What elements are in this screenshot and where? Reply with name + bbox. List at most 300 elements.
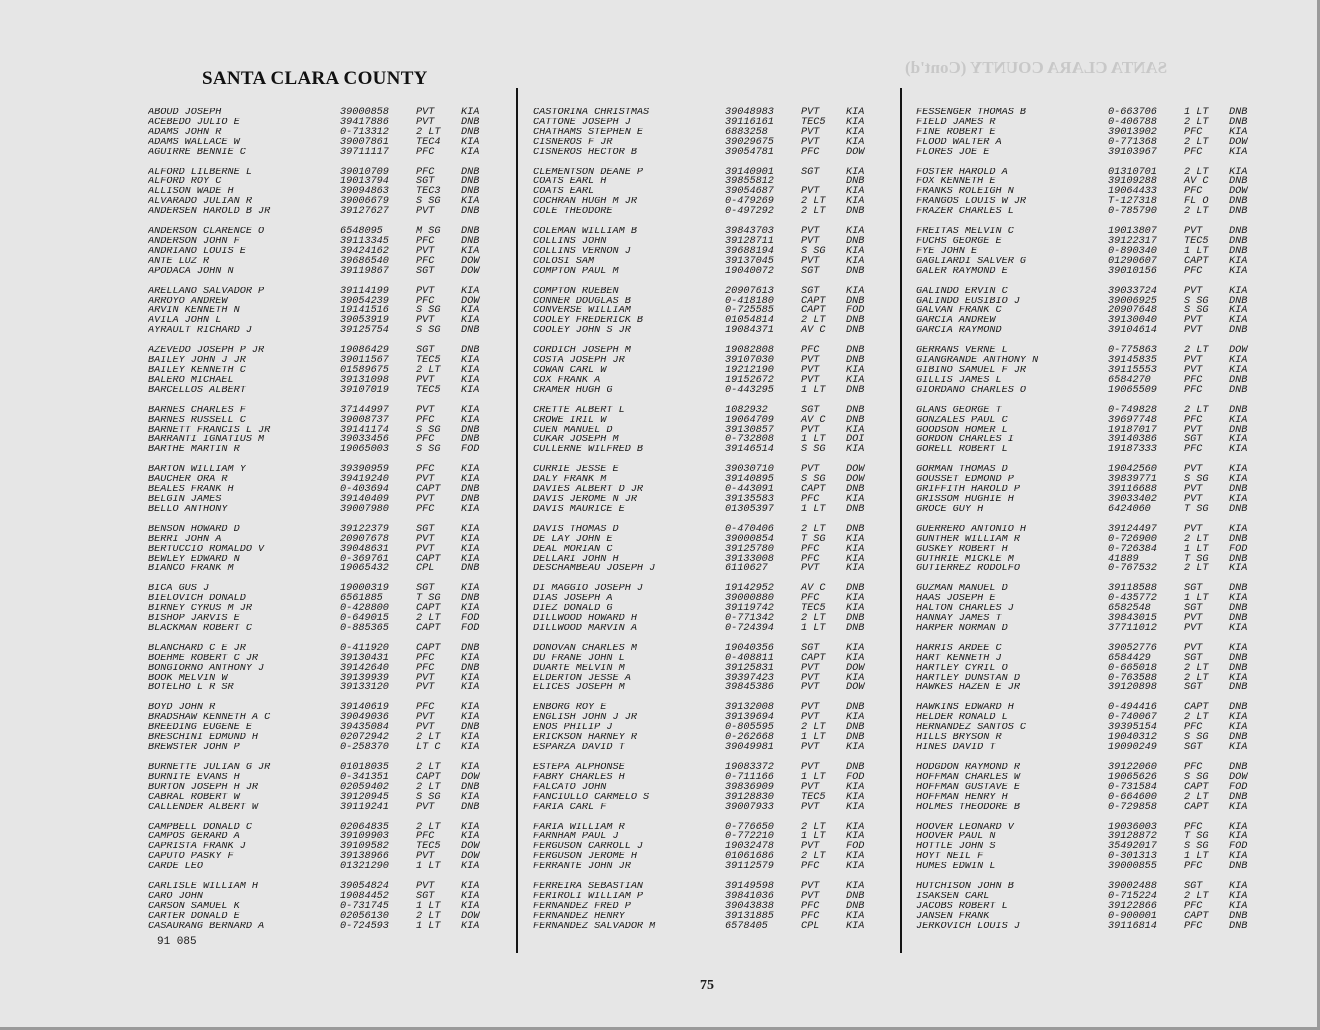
name: ESPARZA DAVID T	[533, 743, 625, 753]
name: FARIA WILLIAM R	[533, 822, 625, 833]
rank: PFC	[416, 434, 435, 446]
serial-number: 0-369761	[340, 553, 389, 565]
serial-number: 01061686	[725, 851, 774, 863]
rank: PVT	[801, 742, 820, 754]
name: FERNANDEZ HENRY	[533, 911, 625, 922]
rank: PFC	[801, 910, 820, 922]
status: DNB	[1229, 325, 1248, 337]
roster-row	[148, 683, 503, 693]
status: KIA	[1229, 900, 1248, 912]
serial-number: 19083372	[725, 762, 774, 774]
status: DNB	[1229, 702, 1248, 714]
rank: 1 LT	[801, 503, 826, 515]
roster-group	[916, 168, 1271, 217]
roster-row	[148, 902, 503, 912]
status: FOD	[461, 444, 480, 456]
roster-row	[533, 713, 888, 723]
status: KIA	[846, 801, 865, 813]
roster-row	[533, 555, 888, 565]
status: DOW	[1229, 771, 1248, 783]
name: FERREIRA SEBASTIAN	[533, 882, 644, 892]
status: KIA	[846, 821, 865, 833]
status: KIA	[461, 672, 480, 684]
status: KIA	[1229, 851, 1248, 863]
roster-row	[533, 465, 888, 475]
serial-number: 6548095	[340, 226, 383, 238]
serial-number: 0-408811	[725, 652, 774, 664]
serial-number: 19142952	[725, 583, 774, 595]
serial-number: 02059402	[340, 781, 389, 793]
roster-row	[148, 326, 503, 336]
serial-number: 39142640	[340, 662, 389, 674]
roster-group	[148, 346, 503, 395]
roster-row	[148, 435, 503, 445]
name: ALFORD LILBERNE L	[148, 167, 252, 178]
roster-row	[533, 763, 888, 773]
serial-number: 19084452	[340, 891, 389, 902]
serial-number: 0-341351	[340, 771, 389, 783]
roster-row	[533, 386, 888, 396]
roster-row	[533, 247, 888, 257]
status: DNB	[1229, 206, 1248, 218]
rank: SGT	[1184, 603, 1203, 615]
serial-number: 39845386	[725, 682, 774, 694]
rank: PFC	[1184, 384, 1203, 396]
roster-row	[148, 912, 503, 922]
roster-group	[533, 525, 888, 574]
status: DNB	[846, 315, 865, 327]
status: KIA	[461, 315, 480, 327]
status: KIA	[846, 444, 865, 456]
roster-group	[148, 763, 503, 812]
roster-row	[916, 882, 1271, 892]
roster-row	[533, 227, 888, 237]
serial-number: 39140409	[340, 493, 389, 505]
serial-number: 39124497	[1108, 523, 1157, 535]
roster-group	[148, 406, 503, 455]
serial-number: 39130857	[725, 424, 774, 436]
serial-number: 39008737	[340, 414, 389, 426]
roster-row	[148, 674, 503, 684]
status: KIA	[846, 861, 865, 873]
name: ARROYO ANDREW	[148, 296, 228, 307]
rank: PFC	[1184, 265, 1203, 277]
serial-number: 39711117	[340, 146, 389, 158]
rank: PFC	[1184, 900, 1203, 912]
status: DNB	[461, 801, 480, 813]
rank: 2 LT	[1184, 404, 1209, 416]
serial-number: 0-443091	[725, 484, 774, 496]
serial-number: 0-713312	[340, 126, 389, 138]
serial-number: 20907678	[340, 533, 389, 545]
name: BOTELHO L R SR	[148, 683, 234, 694]
status: DOW	[461, 255, 480, 267]
name: ALVARADO JULIAN R	[148, 197, 252, 208]
rank: 2 LT	[1184, 662, 1209, 674]
rank: SGT	[416, 265, 435, 277]
rank: PVT	[801, 891, 820, 902]
roster-row	[148, 297, 503, 307]
roster-row	[916, 823, 1271, 833]
roster-row	[533, 614, 888, 624]
serial-number: 39397423	[725, 672, 774, 684]
status: KIA	[461, 682, 480, 694]
name: HERNANDEZ SANTOS C	[916, 723, 1027, 734]
serial-number: 39138966	[340, 851, 389, 863]
roster-row	[533, 257, 888, 267]
roster-row	[916, 267, 1271, 277]
roster-row	[148, 803, 503, 813]
serial-number: 39119867	[340, 265, 389, 277]
name: ANDERSON CLARENCE O	[148, 227, 265, 237]
rank: PVT	[801, 186, 820, 198]
roster-row	[533, 306, 888, 316]
roster-row	[533, 594, 888, 604]
roster-row	[533, 366, 888, 376]
roster-row	[916, 832, 1271, 842]
roster-row	[533, 416, 888, 426]
rank: AV C	[801, 414, 826, 426]
status: DNB	[846, 722, 865, 734]
rank: PFC	[1184, 722, 1203, 734]
serial-number: 39417886	[340, 116, 389, 128]
roster-row	[148, 535, 503, 545]
name: FLOOD WALTER A	[916, 137, 1002, 148]
serial-number: 39390959	[340, 464, 389, 476]
serial-number: 19040072	[725, 265, 774, 277]
roster-row	[148, 267, 503, 277]
rank: SGT	[801, 285, 820, 297]
serial-number: 0-890340	[1108, 245, 1157, 257]
roster-row	[533, 445, 888, 455]
rank: PFC	[1184, 821, 1203, 833]
name: ARVIN KENNETH N	[148, 306, 240, 317]
name: BONGIORNO ANTHONY J	[148, 663, 265, 674]
name: GUZMAN MANUEL D	[916, 584, 1008, 595]
name: ADAMS WALLACE W	[148, 137, 240, 148]
serial-number: 19032478	[725, 841, 774, 853]
rank: 2 LT	[1184, 891, 1209, 902]
rank: TEC3	[416, 186, 441, 198]
serial-number: 0-749828	[1108, 404, 1157, 416]
roster-group	[916, 287, 1271, 336]
rank: PFC	[1184, 374, 1203, 386]
status: KIA	[1229, 563, 1248, 575]
name: CISNEROS HECTOR B	[533, 147, 637, 158]
status: KIA	[1229, 355, 1248, 367]
name: HUTCHISON JOHN B	[916, 882, 1014, 892]
rank: TEC5	[416, 355, 441, 367]
rank: PVT	[416, 474, 435, 486]
rank: T SG	[1184, 553, 1209, 565]
roster-row	[916, 426, 1271, 436]
name: DELLARI JOHN H	[533, 554, 619, 565]
roster-row	[916, 346, 1271, 356]
rank: 2 LT	[416, 364, 441, 376]
rank: CAPT	[416, 642, 441, 654]
status: DNB	[461, 235, 480, 247]
status: KIA	[846, 791, 865, 803]
serial-number: 39013902	[1108, 126, 1157, 138]
roster-row	[916, 227, 1271, 237]
serial-number: 6582548	[1108, 603, 1151, 615]
serial-number: 0-435772	[1108, 593, 1157, 605]
roster-row	[916, 326, 1271, 336]
rank: 1 LT	[801, 771, 826, 783]
roster-row	[916, 207, 1271, 217]
name: DONOVAN CHARLES M	[533, 643, 637, 654]
status: DNB	[461, 116, 480, 128]
status: FOD	[461, 622, 480, 634]
roster-group	[533, 108, 888, 157]
roster-group	[916, 465, 1271, 514]
rank: PFC	[801, 146, 820, 158]
status: KIA	[461, 900, 480, 912]
name: CHATHAMS STEPHEN E	[533, 127, 644, 138]
name: COLE THEODORE	[533, 207, 613, 217]
roster-row	[533, 406, 888, 416]
name: CLEMENTSON DEANE P	[533, 167, 644, 178]
serial-number: 19013794	[340, 176, 389, 188]
roster-row	[916, 118, 1271, 128]
status: DNB	[1229, 404, 1248, 416]
roster-row	[533, 832, 888, 842]
rank: S SG	[801, 474, 826, 486]
status: DNB	[1229, 196, 1248, 208]
roster-row	[533, 138, 888, 148]
serial-number: 0-418180	[725, 295, 774, 307]
status: DNB	[846, 235, 865, 247]
roster-row	[533, 376, 888, 386]
name: ADAMS JOHN R	[148, 127, 222, 138]
rank: PVT	[416, 801, 435, 813]
roster-row	[916, 713, 1271, 723]
roster-group	[916, 108, 1271, 157]
serial-number: 39109903	[340, 831, 389, 843]
name: HARPER NORMAN D	[916, 623, 1008, 634]
rank: T SG	[801, 533, 826, 545]
roster-row	[148, 624, 503, 634]
rank: S SG	[416, 325, 441, 337]
name: ANDERSEN HAROLD B JR	[148, 207, 271, 217]
status: DNB	[1229, 732, 1248, 744]
roster-group	[533, 287, 888, 336]
serial-number: 39122060	[1108, 762, 1157, 774]
rank: PVT	[416, 533, 435, 545]
rank: PVT	[1184, 285, 1203, 297]
name: FYE JOHN E	[916, 246, 978, 257]
serial-number: 19212190	[725, 364, 774, 376]
serial-number: 0-729858	[1108, 801, 1157, 813]
roster-row	[916, 644, 1271, 654]
status: KIA	[846, 136, 865, 148]
roster-row	[916, 306, 1271, 316]
rank: 2 LT	[1184, 206, 1209, 218]
status: KIA	[1229, 712, 1248, 724]
roster-row	[148, 644, 503, 654]
rank: PVT	[416, 493, 435, 505]
page-number: 75	[700, 978, 714, 993]
serial-number: 0-715224	[1108, 891, 1157, 902]
serial-number: 6424060	[1108, 503, 1151, 515]
roll-number: 91 085	[157, 936, 197, 948]
serial-number: 19013807	[1108, 226, 1157, 238]
roster-row	[533, 495, 888, 505]
rank: 1 LT	[801, 831, 826, 843]
rank: PVT	[801, 107, 820, 118]
status: DNB	[461, 484, 480, 496]
status: KIA	[846, 742, 865, 754]
name: HOFFMAN HENRY H	[916, 792, 1008, 803]
roster-row	[148, 773, 503, 783]
rank: PFC	[1184, 126, 1203, 138]
rank: CPL	[416, 563, 435, 575]
roster-row	[533, 346, 888, 356]
status: KIA	[1229, 285, 1248, 297]
status: KIA	[461, 732, 480, 744]
name: CATTONE JOSEPH J	[533, 117, 631, 128]
serial-number: 39146514	[725, 444, 774, 456]
serial-number: 1082932	[725, 404, 768, 416]
name: CRAMER HUGH G	[533, 385, 613, 396]
rank: PVT	[416, 682, 435, 694]
roster-row	[148, 366, 503, 376]
status: KIA	[846, 186, 865, 198]
serial-number: 39033724	[1108, 285, 1157, 297]
roster-row	[916, 505, 1271, 515]
serial-number: 0-724394	[725, 622, 774, 634]
name: DI MAGGIO JOSEPH J	[533, 584, 644, 595]
roster-row	[148, 138, 503, 148]
roster-row	[533, 674, 888, 684]
roster-row	[148, 892, 503, 902]
status: DNB	[1229, 503, 1248, 515]
rank: 2 LT	[801, 315, 826, 327]
roster-row	[916, 564, 1271, 574]
status: KIA	[461, 414, 480, 426]
rank: PFC	[416, 652, 435, 664]
name: BARRANTI IGNATIUS M	[148, 435, 265, 446]
status: KIA	[461, 136, 480, 148]
status: DNB	[846, 355, 865, 367]
status: DOW	[461, 841, 480, 853]
status: DNB	[461, 722, 480, 734]
roster-row	[533, 773, 888, 783]
serial-number: 39116814	[1108, 920, 1157, 932]
status: KIA	[1229, 821, 1248, 833]
name: DAVIS MAURICE E	[533, 504, 625, 515]
rank: S SG	[1184, 841, 1209, 853]
status: KIA	[846, 920, 865, 932]
name: BARNES RUSSELL C	[148, 415, 246, 426]
name: FUCHS GEORGE E	[916, 236, 1002, 247]
serial-number: 20907648	[1108, 305, 1157, 317]
roster-row	[916, 654, 1271, 664]
roster-row	[533, 683, 888, 693]
rank: PFC	[801, 593, 820, 605]
serial-number: 19065432	[340, 563, 389, 575]
serial-number: 19040356	[725, 642, 774, 654]
status: FOD	[846, 771, 865, 783]
roster-row	[916, 555, 1271, 565]
serial-number: 39145835	[1108, 355, 1157, 367]
name: GUTHRIE MICKLE M	[916, 554, 1014, 565]
rank: CAPT	[1184, 910, 1209, 922]
name: HOLMES THEODORE B	[916, 802, 1020, 813]
roster-row	[148, 555, 503, 565]
name: CURRIE JESSE E	[533, 465, 619, 476]
status: DNB	[1229, 484, 1248, 496]
roster-row	[916, 495, 1271, 505]
status: DNB	[461, 493, 480, 505]
name: BARTHE MARTIN R	[148, 445, 240, 456]
rank: AV C	[801, 325, 826, 337]
name: BENSON HOWARD D	[148, 524, 240, 535]
name: DAVIS THOMAS D	[533, 524, 619, 535]
name: FREITAS MELVIN C	[916, 227, 1014, 237]
serial-number: 39131098	[340, 374, 389, 386]
serial-number: T-127318	[1108, 196, 1157, 208]
roster-row	[916, 297, 1271, 307]
rank: 2 LT	[1184, 345, 1209, 357]
status: DNB	[1229, 235, 1248, 247]
rank: PVT	[416, 116, 435, 128]
rank: 2 LT	[1184, 116, 1209, 128]
status: KIA	[846, 553, 865, 565]
roster-row	[533, 584, 888, 594]
serial-number: 39094863	[340, 186, 389, 198]
name: DE LAY JOHN E	[533, 534, 613, 545]
serial-number: 0-763588	[1108, 672, 1157, 684]
serial-number: 01290607	[1108, 255, 1157, 267]
name: BIELOVICH DONALD	[148, 594, 246, 605]
status: DNB	[1229, 652, 1248, 664]
roster-row	[533, 525, 888, 535]
rank: TEC4	[416, 136, 441, 148]
status: DNB	[461, 176, 480, 188]
name: COOLEY FREDERICK B	[533, 316, 644, 327]
rank: 1 LT	[801, 384, 826, 396]
name: CARLISLE WILLIAM H	[148, 882, 259, 892]
rank: PVT	[801, 762, 820, 774]
roster-row	[916, 773, 1271, 783]
name: FIELD JAMES R	[916, 117, 996, 128]
status: KIA	[461, 881, 480, 893]
status: KIA	[846, 672, 865, 684]
serial-number: 39120898	[1108, 682, 1157, 694]
rank: SGT	[1184, 742, 1203, 754]
rank: PFC	[416, 166, 435, 178]
name: BARNETT FRANCIS L JR	[148, 425, 271, 436]
status: KIA	[846, 166, 865, 178]
name: COCHRAN HUGH M JR	[533, 197, 637, 208]
status: KIA	[1229, 801, 1248, 813]
name: DAVIES ALBERT D JR	[533, 485, 644, 495]
roster-group	[916, 823, 1271, 872]
rank: PVT	[801, 841, 820, 853]
rank: CAPT	[1184, 255, 1209, 267]
serial-number: 39149598	[725, 881, 774, 893]
rank: S SG	[801, 444, 826, 456]
name: HOTTLE JOHN S	[916, 842, 996, 853]
status: DNB	[846, 404, 865, 416]
serial-number: 39141174	[340, 424, 389, 436]
rank: SGT	[801, 166, 820, 178]
status: KIA	[461, 543, 480, 555]
rank: 2 LT	[1184, 533, 1209, 545]
rank: PFC	[1184, 920, 1203, 932]
name: GARCIA RAYMOND	[916, 326, 1002, 337]
